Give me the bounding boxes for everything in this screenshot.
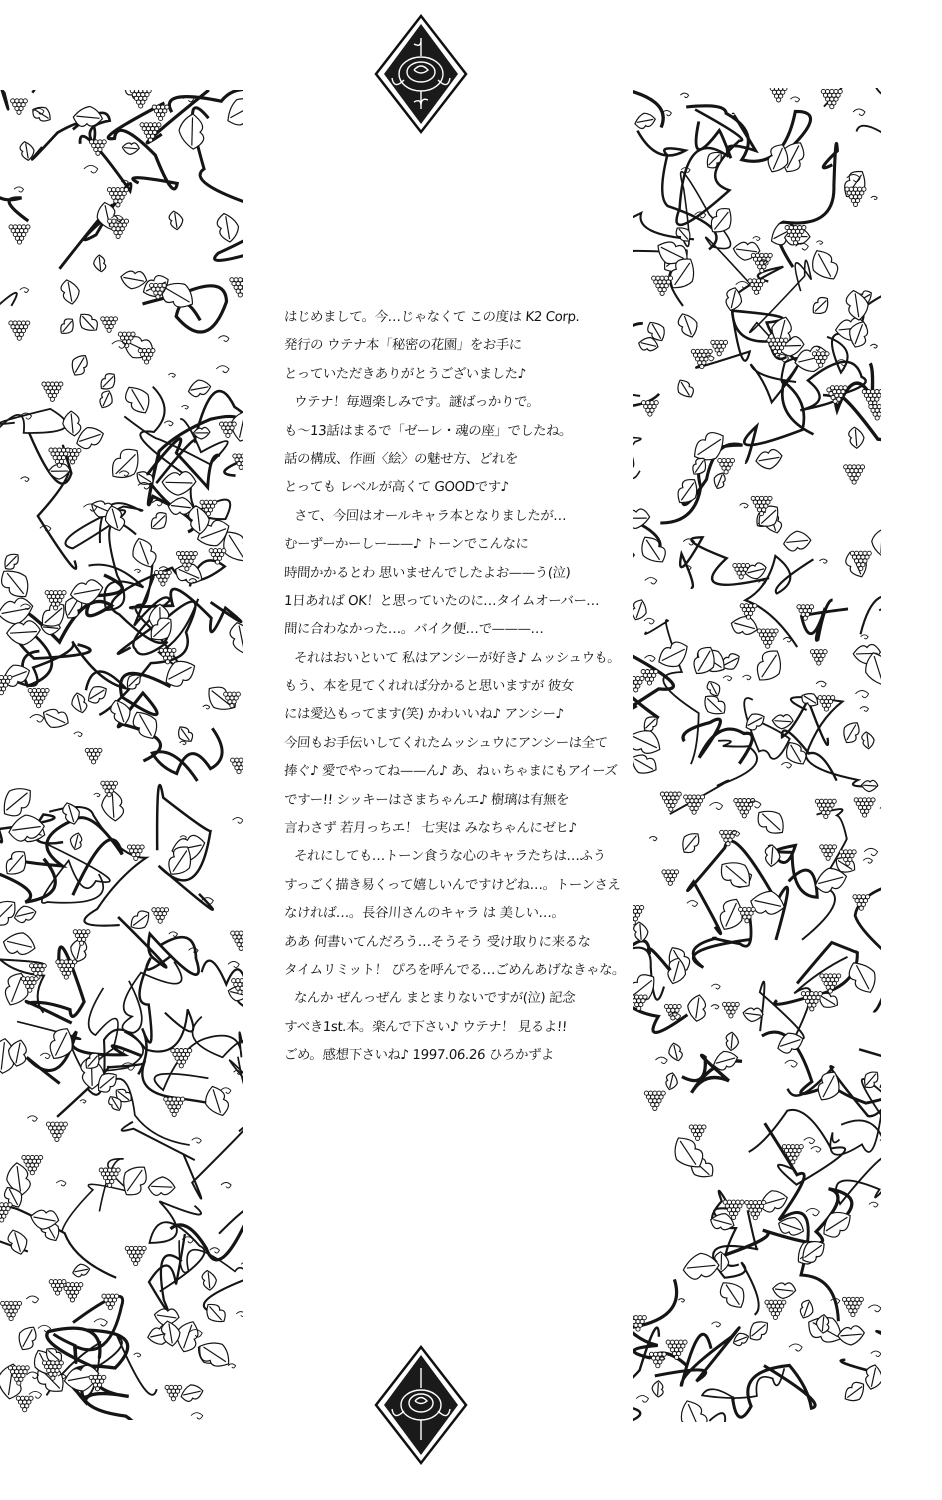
note-line: ですー!! シッキーはさまちゃんエ♪ 樹璃は有無を: [283, 792, 570, 808]
note-line: 話の構成、作画〈絵〉の魅せ方、どれを: [283, 451, 519, 467]
rose-diamond-icon: [374, 14, 468, 136]
note-line: 発行の ウテナ本「秘密の花園」をお手に: [283, 338, 523, 354]
note-line: すっごく描き易くって嬉しいんですけどね…。トーンさえ: [283, 877, 621, 893]
note-line: さて、今回はオールキャラ本となりましたが…: [293, 508, 567, 524]
grape-vine-pattern-icon: [633, 88, 881, 1422]
note-line: それはおいといて 私はアンシーが好き♪ ムッシュウも。: [293, 650, 621, 666]
note-line: とっても レベルが高くて GOODです♪: [283, 480, 510, 496]
note-line: 捧ぐ♪ 愛でやってね——ん♪ あ、ねぃちゃまにもアイーズ: [283, 764, 618, 780]
note-line: それにしても…トーン食うな心のキャラたちは…ふう: [293, 849, 607, 865]
note-line: ごめ。感想下さいね♪ 1997.06.26 ひろかずよ: [283, 1048, 555, 1064]
note-line: 言わさず 若月っちエ！ 七実は みなちゃんにゼヒ♪: [283, 821, 578, 837]
note-line: 今回もお手伝いしてくれたムッシュウにアンシーは全て: [283, 735, 609, 751]
note-line: ああ 何書いてんだろう…そうそう 受け取りに来るな: [283, 934, 592, 950]
note-line: むーずーかーしー——♪ トーンでこんなに: [283, 537, 530, 553]
note-line: とっていただきありがとうございました♪: [283, 366, 527, 382]
note-line: 間に合わなかった…。バイク便…で———…: [283, 622, 545, 638]
note-line: はじめまして。今…じゃなくて この度は K2 Corp.: [283, 310, 581, 325]
note-line: タイムリミット！ ぴろを呼んでる…ごめんあげなきゃな。: [283, 962, 626, 978]
grape-vine-pattern-icon: [0, 90, 243, 1420]
rose-diamond-icon: [374, 1345, 468, 1467]
left-grape-vine-panel: [0, 90, 243, 1420]
note-line: すべき1st.本。楽んで下さい♪ ウテナ！ 見るよ!!: [283, 1019, 568, 1035]
note-line: も～13話はまるで「ゼーレ・魂の座」でしたね。: [283, 423, 573, 439]
afterword-note: [284, 304, 624, 1071]
note-line: なければ…。長谷川さんのキャラ は 美しい…。: [283, 906, 566, 922]
note-line: 1日あれば OK！と思っていたのに…タイムオーバー…: [283, 593, 600, 609]
bottom-rose-ornament: [374, 1345, 468, 1467]
note-line: もう、本を見てくれれば分かると思いますが 彼女: [283, 679, 575, 695]
right-grape-vine-panel: [633, 88, 881, 1422]
note-line: 時間かかるとわ 思いませんでしたよお——う(泣): [283, 565, 571, 581]
note-line: なんか ぜんっぜん まとまりないですが(泣) 記念: [293, 991, 576, 1007]
note-line: ウテナ！毎週楽しみです。謎ばっかりで。: [293, 395, 541, 411]
top-rose-ornament: [374, 14, 468, 136]
note-line: には愛込もってます(笑) かわいいね♪ アンシー♪: [283, 707, 565, 723]
